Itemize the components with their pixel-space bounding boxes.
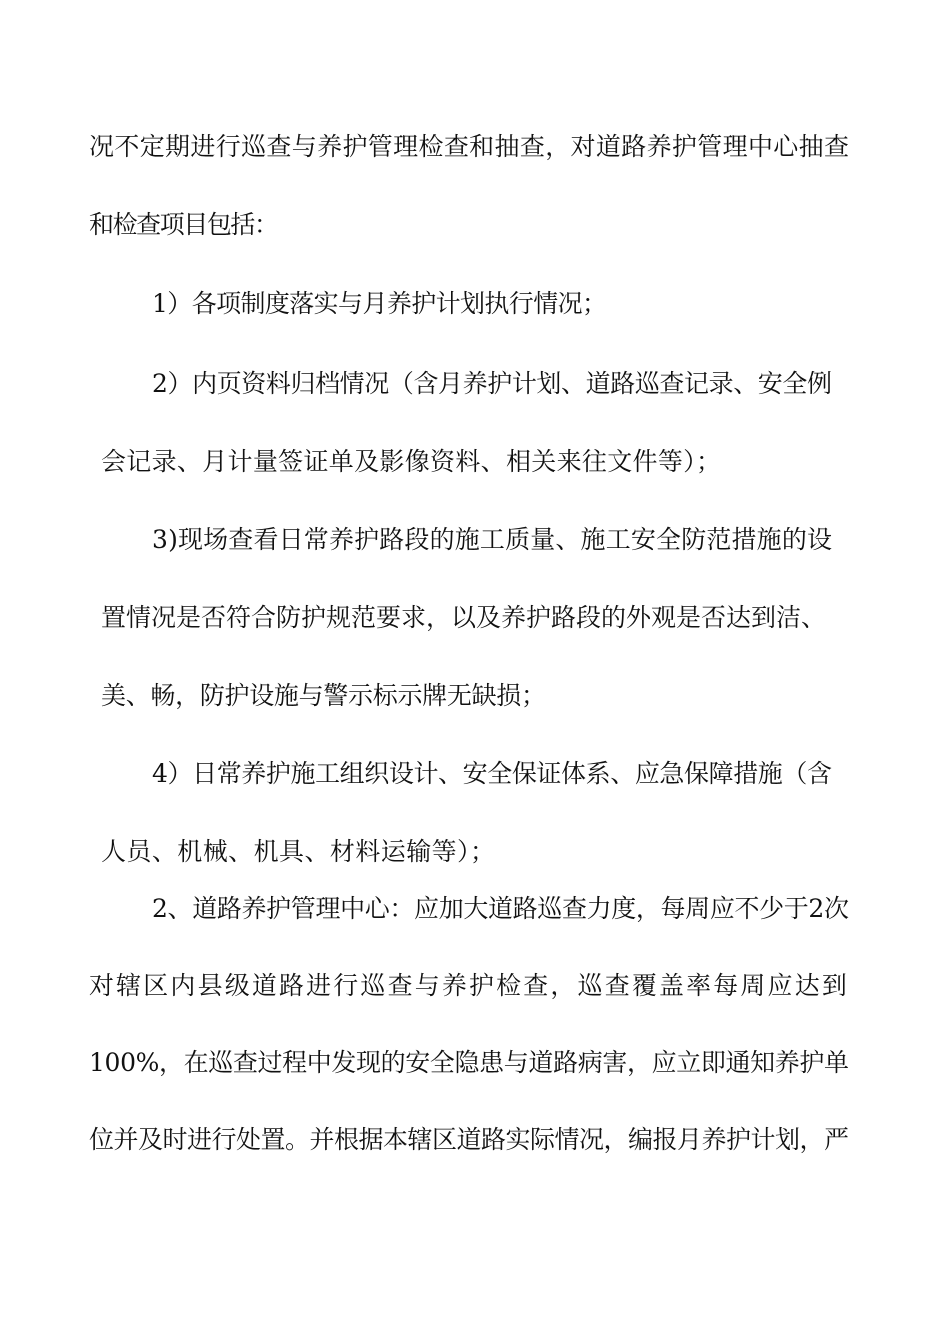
list-item-text: 1）各项制度落实与月养护计划执行情况；: [152, 289, 607, 318]
body-text-line: 况不定期进行巡查与养护管理检查和抽查，对道路养护管理中心抽查: [89, 132, 850, 161]
list-item-text: 2）内页资料归档情况（含月养护计划、道路巡查记录、安全例: [152, 369, 832, 398]
body-text-line: 100%，在巡查过程中发现的安全隐患与道路病害，应立即通知养护单: [89, 1048, 849, 1077]
body-text-line: 对辖区内县级道路进行巡查与养护检查，巡查覆盖率每周应达到: [89, 971, 849, 1000]
list-item-text: 人员、机械、机具、材料运输等）；: [101, 837, 496, 866]
body-text-line: 位并及时进行处置。并根据本辖区道路实际情况，编报月养护计划，严: [89, 1125, 849, 1154]
body-text-line: 和检查项目包括：: [89, 210, 278, 239]
list-item-text: 美、畅，防护设施与警示标示牌无缺损；: [101, 681, 546, 710]
list-item-text: 3)现场查看日常养护路段的施工质量、施工安全防范措施的设: [152, 525, 833, 554]
list-item-text: 置情况是否符合防护规范要求，以及养护路段的外观是否达到洁、: [101, 603, 826, 632]
body-text-line: 2、道路养护管理中心：应加大道路巡查力度，每周应不少于2次: [152, 894, 849, 923]
list-item-text: 会记录、月计量签证单及影像资料、相关来往文件等）；: [101, 447, 722, 476]
list-item-text: 4）日常养护施工组织设计、安全保证体系、应急保障措施（含: [152, 759, 832, 788]
